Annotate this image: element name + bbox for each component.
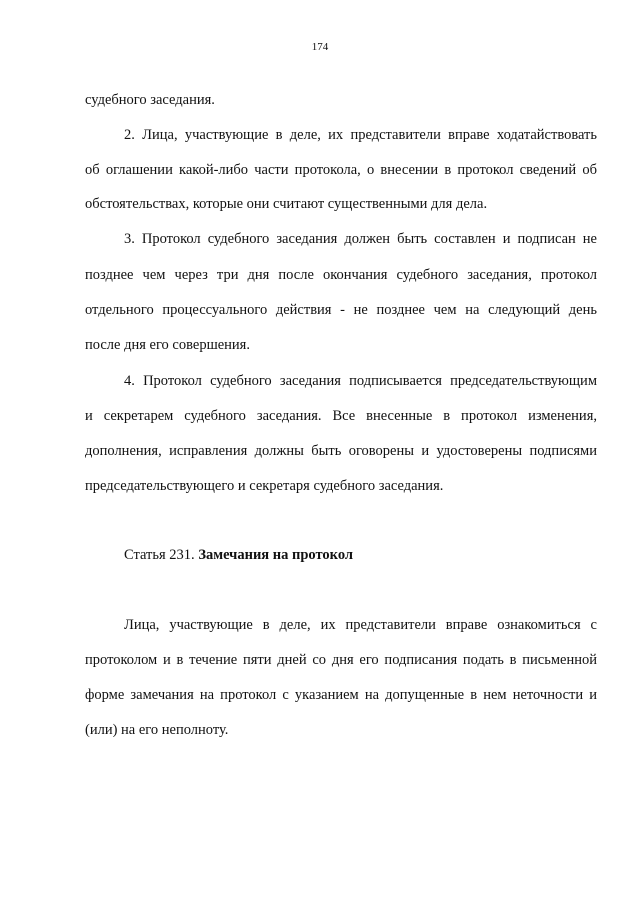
paragraph-line: протоколом и в течение пяти дней со дня его подписания подать в письменной bbox=[85, 652, 597, 668]
paragraph-line: 4. Протокол судебного заседания подписывается председательствующим bbox=[124, 373, 597, 389]
paragraph-line: отдельного процессуального действия - не позднее чем на следующий день bbox=[85, 302, 597, 318]
paragraph-line: 2. Лица, участвующие в деле, их представители вправе ходатайствовать bbox=[124, 127, 597, 143]
paragraph-line: позднее чем через три дня после окончания судебного заседания, протокол bbox=[85, 267, 597, 283]
page-number: 174 bbox=[311, 41, 329, 53]
paragraph-line: об оглашении какой-либо части протокола, о внесении в протокол сведений об bbox=[85, 162, 597, 178]
paragraph-line: (или) на его неполноту. bbox=[85, 722, 229, 738]
paragraph-line: судебного заседания. bbox=[85, 92, 215, 108]
paragraph-line: форме замечания на протокол с указанием на допущенные в нем неточности и bbox=[85, 687, 597, 703]
paragraph-line: дополнения, исправления должны быть оговорены и удостоверены подписями bbox=[85, 443, 597, 459]
paragraph-line: и секретарем судебного заседания. Все внесенные в протокол изменения, bbox=[85, 408, 597, 424]
article-title: Замечания на протокол bbox=[198, 547, 354, 563]
article-number: Статья 231. bbox=[124, 547, 195, 563]
paragraph-line: после дня его совершения. bbox=[85, 337, 250, 353]
paragraph-line: обстоятельствах, которые они считают существенными для дела. bbox=[85, 196, 488, 212]
paragraph-line: Лица, участвующие в деле, их представители вправе ознакомиться с bbox=[124, 617, 597, 633]
paragraph-line: 3. Протокол судебного заседания должен быть составлен и подписан не bbox=[124, 231, 597, 247]
paragraph-line: председательствующего и секретаря судебного заседания. bbox=[85, 478, 444, 494]
article-heading bbox=[124, 546, 353, 564]
